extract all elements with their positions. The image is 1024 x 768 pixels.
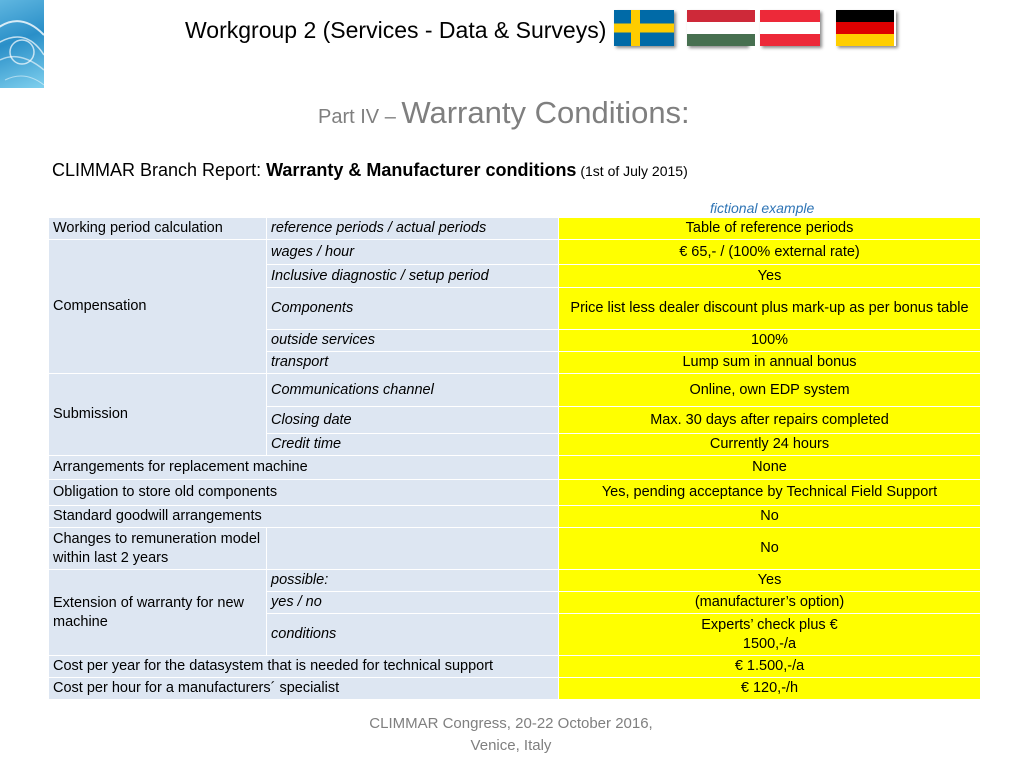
row-value: (manufacturer’s option) — [559, 592, 981, 614]
row-sub-label: Communications channel — [267, 374, 559, 407]
table-row — [49, 240, 981, 265]
report-title-prefix: CLIMMAR Branch Report: — [52, 160, 267, 180]
row-label: Working period calculation — [49, 218, 267, 240]
row-value: No — [559, 528, 981, 570]
header-title: Workgroup 2 (Services - Data & Surveys) — [185, 17, 607, 43]
row-value: Max. 30 days after repairs completed — [559, 407, 981, 434]
part-title-prefix: Part IV – — [318, 106, 402, 128]
row-label: Obligation to store old components — [49, 480, 559, 506]
fictional-example-label: fictional example — [710, 200, 815, 216]
flag-austria-icon — [760, 10, 820, 46]
row-value: Table of reference periods — [559, 218, 981, 240]
report-title-bold: Warranty & Manufacturer conditions — [266, 160, 577, 180]
table-row — [49, 456, 981, 480]
row-sub-label: reference periods / actual periods — [267, 218, 559, 240]
row-sub-label: Closing date — [267, 407, 559, 434]
part-title-main: Warranty Conditions: — [401, 95, 690, 130]
row-value: 100% — [559, 330, 981, 352]
table-row — [49, 218, 981, 240]
row-sub-label: Components — [267, 288, 559, 330]
table-row — [49, 678, 981, 700]
table-row — [49, 480, 981, 506]
row-label: Arrangements for replacement machine — [49, 456, 559, 480]
table-row — [49, 656, 981, 678]
table-row — [49, 570, 981, 592]
flag-germany-icon — [836, 10, 896, 46]
row-value: Price list less dealer discount plus mark-up as per bonus table — [559, 288, 981, 330]
row-sub-label: outside services — [267, 330, 559, 352]
row-sub-label: conditions — [267, 614, 559, 656]
row-value: Experts’ check plus € 1500,-/a — [559, 614, 981, 656]
report-date: (1st of July 2015) — [576, 163, 688, 179]
row-label: Compensation — [49, 240, 267, 374]
row-value: Lump sum in annual bonus — [559, 352, 981, 374]
row-sub-label: yes / no — [267, 592, 559, 614]
table-row — [49, 528, 981, 570]
row-sub-label: Inclusive diagnostic / setup period — [267, 265, 559, 288]
report-title — [52, 160, 688, 181]
row-value: Yes, pending acceptance by Technical Field Support — [559, 480, 981, 506]
row-value: Currently 24 hours — [559, 434, 981, 456]
row-value: Online, own EDP system — [559, 374, 981, 407]
row-sub-label: transport — [267, 352, 559, 374]
row-value: € 1.500,-/a — [559, 656, 981, 678]
footer-line-2: Venice, Italy — [470, 737, 552, 754]
row-sub-label: wages / hour — [267, 240, 559, 265]
row-label: Cost per hour for a manufacturers´ specialist — [49, 678, 559, 700]
table-row — [49, 506, 981, 528]
part-title — [318, 95, 690, 131]
row-sub-label: possible: — [267, 570, 559, 592]
row-value: None — [559, 456, 981, 480]
row-empty-cell — [267, 528, 559, 570]
row-label: Standard goodwill arrangements — [49, 506, 559, 528]
row-value: No — [559, 506, 981, 528]
row-value: Yes — [559, 265, 981, 288]
row-value: € 65,- / (100% external rate) — [559, 240, 981, 265]
row-value: € 120,-/h — [559, 678, 981, 700]
row-sub-label: Credit time — [267, 434, 559, 456]
row-label: Cost per year for the datasystem that is needed for technical support — [49, 656, 559, 678]
corner-logo — [0, 0, 44, 88]
table-row — [49, 374, 981, 407]
warranty-table — [48, 217, 981, 700]
flag-sweden-icon — [614, 10, 674, 46]
row-label: Submission — [49, 374, 267, 456]
flag-hungary-icon — [687, 10, 747, 46]
row-value: Yes — [559, 570, 981, 592]
row-label: Extension of warranty for new machine — [49, 570, 267, 656]
footer — [340, 713, 682, 757]
footer-line-1: CLIMMAR Congress, 20-22 October 2016, — [369, 715, 653, 732]
row-label: Changes to remuneration model within last 2 years — [49, 528, 267, 570]
